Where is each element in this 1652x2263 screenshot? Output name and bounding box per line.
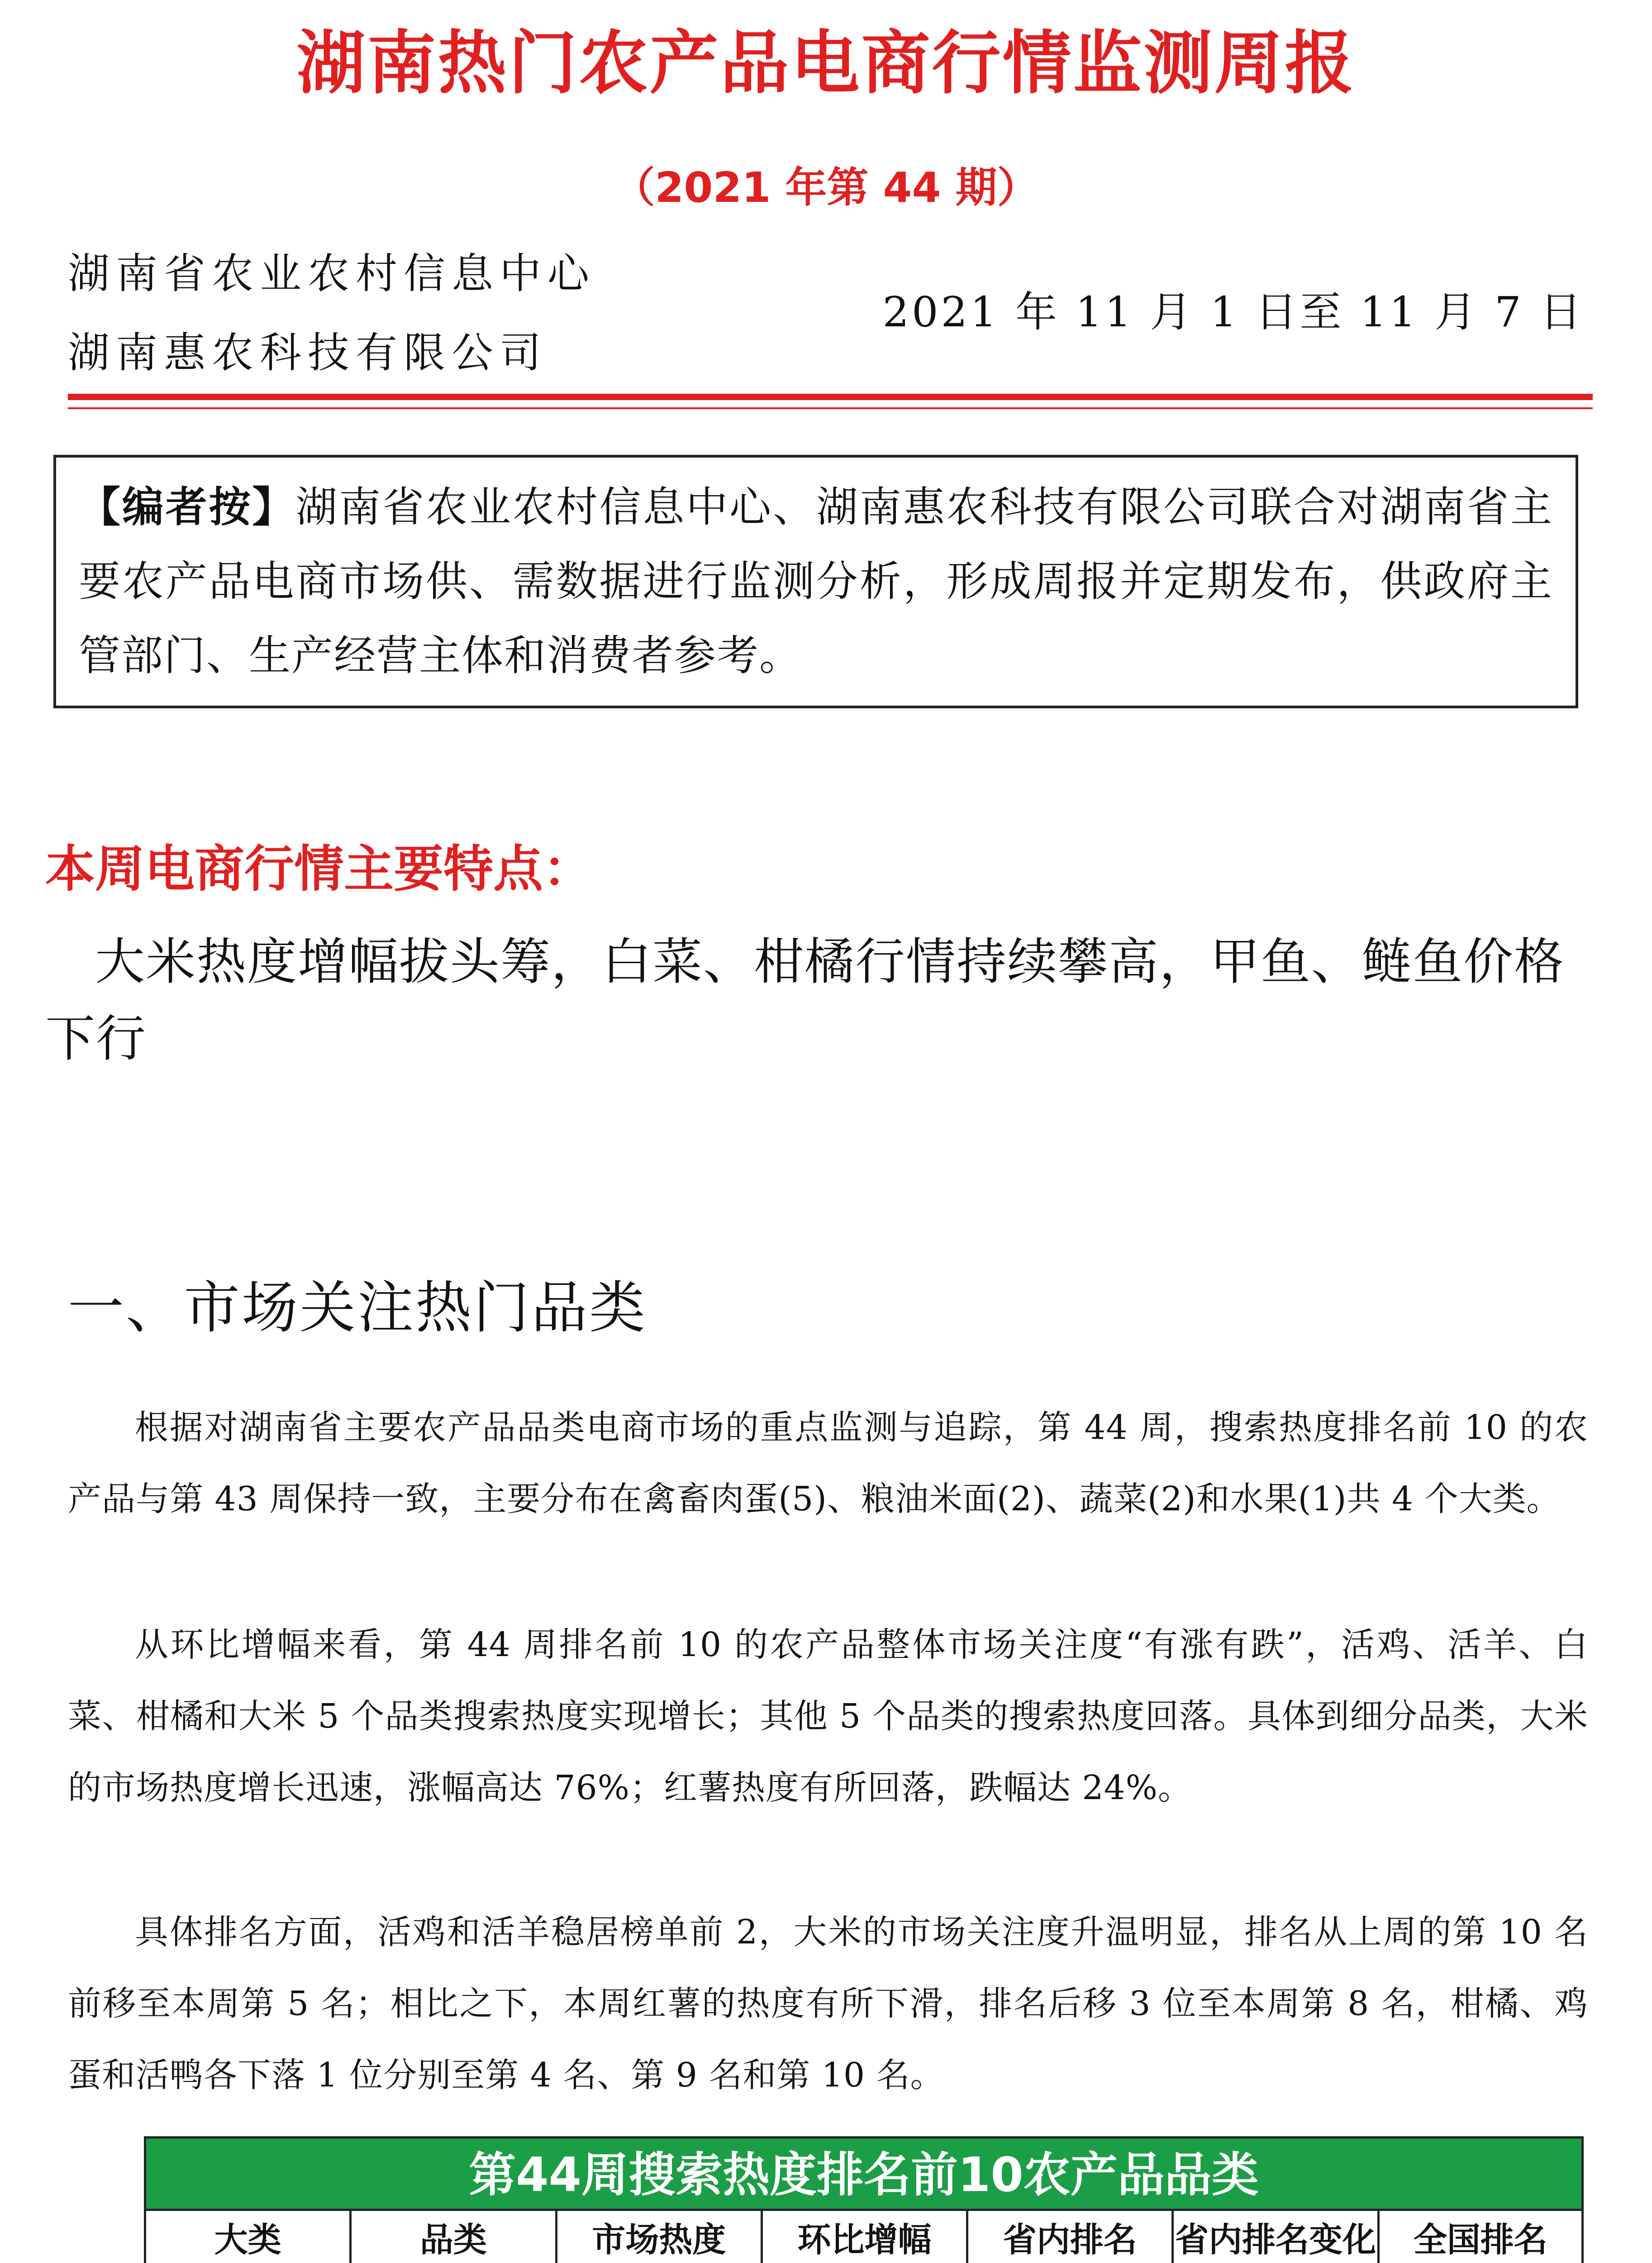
section-1-heading: 一、市场关注热门品类 <box>68 1275 647 1341</box>
editor-note-box <box>53 455 1578 708</box>
editor-note-paragraph <box>79 470 1553 693</box>
table-header-cell: 省内排名变化 <box>1173 2210 1378 2263</box>
header-divider-thin <box>68 407 1593 409</box>
publisher-org-2: 湖南惠农科技有限公司 <box>68 329 548 377</box>
section-1-paragraph-2: 从环比增幅来看，第 44 周排名前 10 的农产品整体市场关注度“有涨有跌”，活鸡、活羊、白菜、柑橘和大米 5 个品类搜索热度实现增长；其他 5 个品类的搜索热度回落。具体到细分品类，大米的市场热度增长迅速，涨幅高达 76%；红薯热度有所回落，跌幅达 24%。 <box>68 1625 1588 1807</box>
table-header-cell: 市场热度 <box>556 2210 762 2263</box>
editor-note-text: 湖南省农业农村信息中心、湖南惠农科技有限公司联合对湖南省主要农产品电商市场供、需数据进行监测分析，形成周报并定期发布，供政府主管部门、生产经营主体和消费者参考。 <box>79 483 1553 680</box>
ranking-table-container <box>144 2136 1584 2263</box>
table-header-cell: 品类 <box>351 2210 556 2263</box>
table-header-cell: 环比增幅 <box>762 2210 967 2263</box>
features-text: 大米热度增幅拔头筹，白菜、柑橘行情持续攀高，甲鱼、鲢鱼价格下行 <box>45 933 1565 1068</box>
section-1-paragraph-3: 具体排名方面，活鸡和活羊稳居榜单前 2，大米的市场关注度升温明显，排名从上周的第 10 名前移至本周第 5 名；相比之下，本周红薯的热度有所下滑，排名后移 3 位至本周第 8 名，柑橘、鸡蛋和活鸭各下落 1 位分别至第 4 名、第 9 名和第 10 名。 <box>68 1913 1588 2095</box>
section-1-paragraph-1: 根据对湖南省主要农产品品类电商市场的重点监测与追踪，第 44 周，搜索热度排名前 10 的农产品与第 43 周保持一致，主要分布在禽畜肉蛋(5)、粮油米面(2)、蔬菜(2)和水果(1)共 4 个大类。 <box>68 1408 1588 1518</box>
publisher-org-1: 湖南省农业农村信息中心 <box>68 249 596 298</box>
table-header-row <box>145 2210 1583 2263</box>
ranking-table <box>144 2209 1584 2263</box>
features-heading: 本周电商行情主要特点： <box>45 840 593 898</box>
date-range: 2021 年 11 月 1 日至 11 月 7 日 <box>882 288 1584 336</box>
header-divider-thick <box>68 394 1593 400</box>
table-header-cell: 大类 <box>145 2210 351 2263</box>
editor-note-lead: 【编者按】 <box>79 483 296 531</box>
report-title: 湖南热门农产品电商行情监测周报 <box>296 23 1356 103</box>
table-header-cell: 全国排名 <box>1378 2210 1582 2263</box>
issue-number: （2021 年第 44 期） <box>613 163 1039 212</box>
table-header-cell: 省内排名 <box>967 2210 1173 2263</box>
ranking-table-title: 第44周搜索热度排名前10农产品品类 <box>144 2136 1584 2209</box>
